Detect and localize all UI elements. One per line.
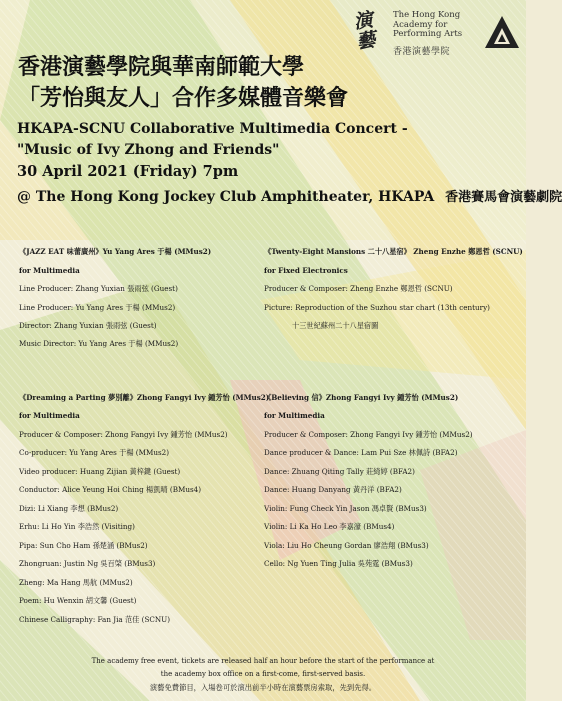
work-title: 《Twenty-Eight Mansions 二十八星宿》 Zheng Enzhe 鄭恩哲 (SCNU): [264, 247, 523, 256]
work-title: 《Believing 信》Zhong Fangyi Ivy 鍾芳怡 (MMus2): [264, 393, 459, 402]
hkapa-logo: [352, 8, 523, 57]
credit-line: Conductor: Alice Yeung Hoi Ching 楊凱晴 (BMus4): [19, 485, 202, 494]
work-title: 《Dreaming a Parting 夢別離》Zhong Fangyi Ivy 鍾芳怡 (MMus2): [19, 393, 270, 402]
footer-en-line1: The academy free event, tickets are released half an hour before the start of the performance at: [91, 657, 435, 665]
credit-line: Picture: Reproduction of the Suzhou star chart (13th century): [264, 303, 490, 312]
credit-line: Violin: Fung Check Yin Jason 馮卓賢 (BMus3): [264, 504, 427, 513]
credit-line: Erhu: Li Ho Yin 李浩然 (Visiting): [19, 522, 135, 531]
credit-line: Co-producer: Yu Yang Ares 于楊 (MMus2): [19, 448, 170, 457]
venue-en: @ The Hong Kong Jockey Club Amphitheater, HKAPA: [17, 189, 435, 205]
credit-line: Poem: Hu Wenxin 胡文馨 (Guest): [19, 596, 137, 605]
title-en-line1: HKAPA-SCNU Collaborative Multimedia Concert -: [17, 121, 408, 137]
logo-name-en: The Hong Kong Academy for Performing Arts: [393, 10, 463, 39]
credit-line: Producer & Composer: Zheng Enzhe 鄭恩哲 (SCNU): [264, 284, 453, 293]
credit-line: Cello: Ng Yuen Ting Julia 吳苑霆 (BMus3): [264, 559, 413, 568]
credit-line: Dance: Zhuang Qiting Tally 莊綺婷 (BFA2): [264, 467, 415, 476]
title-en-line2: "Music of Ivy Zhong and Friends": [17, 142, 280, 158]
credit-line: Zheng: Ma Hang 馬航 (MMus2): [19, 578, 133, 587]
credit-line: Chinese Calligraphy: Fan Jia 范佳 (SCNU): [19, 615, 171, 624]
credit-line: Director: Zhang Yuxian 張雨弦 (Guest): [19, 321, 157, 330]
footer-en-line2: the academy box office on a first-come, first-served basis.: [160, 670, 366, 678]
credit-line: 十三世紀蘇州二十八星宿圖: [292, 321, 379, 330]
logo-name-zh: 香港演藝學院: [393, 47, 451, 57]
credit-line: Zhongruan: Justin Ng 吳百棨 (BMus3): [19, 559, 156, 568]
credit-line: Dizi: Li Xiang 李想 (BMus2): [19, 504, 119, 513]
credit-line: Violin: Li Ka Ho Leo 李嘉濠 (BMus4): [264, 522, 395, 531]
title-zh-line1: 香港演藝學院與華南師範大學: [18, 55, 305, 80]
credit-line: Music Director: Yu Yang Ares 于楊 (MMus2): [19, 339, 179, 348]
credit-line: Line Producer: Zhang Yuxian 張雨弦 (Guest): [19, 284, 178, 293]
work-subtitle: for Multimedia: [19, 266, 80, 275]
concert-venue: [17, 188, 562, 207]
academy-mark-icon: [483, 14, 521, 50]
credit-line: Viola: Liu Ho Cheung Gordan 廖浩翔 (BMus3): [264, 541, 429, 550]
credit-line: Producer & Composer: Zhong Fangyi Ivy 鍾芳怡 (MMus2): [264, 430, 473, 439]
credit-line: Producer & Composer: Zhong Fangyi Ivy 鍾芳怡 (MMus2): [19, 430, 228, 439]
work-title: 《JAZZ EAT 味蕾廣州》Yu Yang Ares 于楊 (MMus2): [19, 247, 212, 256]
credit-line: Dance producer & Dance: Lam Pui Sze 林佩詩 (BFA2): [264, 448, 458, 457]
work-subtitle: for Multimedia: [19, 411, 80, 420]
credit-line: Video producer: Huang Zijian 黃梓鍵 (Guest): [19, 467, 181, 476]
credit-line: Line Producer: Yu Yang Ares 于楊 (MMus2): [19, 303, 176, 312]
footer-zh-line: 演藝免費節目，入場卷可於演出前半小時在演藝票房索取，先到先得。: [149, 683, 377, 692]
credit-line: Dance: Huang Danyang 黃丹洋 (BFA2): [264, 485, 402, 494]
venue-zh: 香港賽馬會演藝劇院: [445, 190, 562, 205]
ticket-info-footer: [0, 655, 526, 694]
concert-date: 30 April 2021 (Friday) 7pm: [17, 163, 239, 180]
work-subtitle: for Fixed Electronics: [264, 266, 348, 275]
logo-calligraphy: 演藝: [352, 8, 377, 54]
title-zh-line2: 「芳怡與友人」合作多媒體音樂會: [18, 86, 349, 111]
credit-line: Pipa: Sun Cho Ham 孫楚涵 (BMus2): [19, 541, 148, 550]
work-subtitle: for Multimedia: [264, 411, 325, 420]
